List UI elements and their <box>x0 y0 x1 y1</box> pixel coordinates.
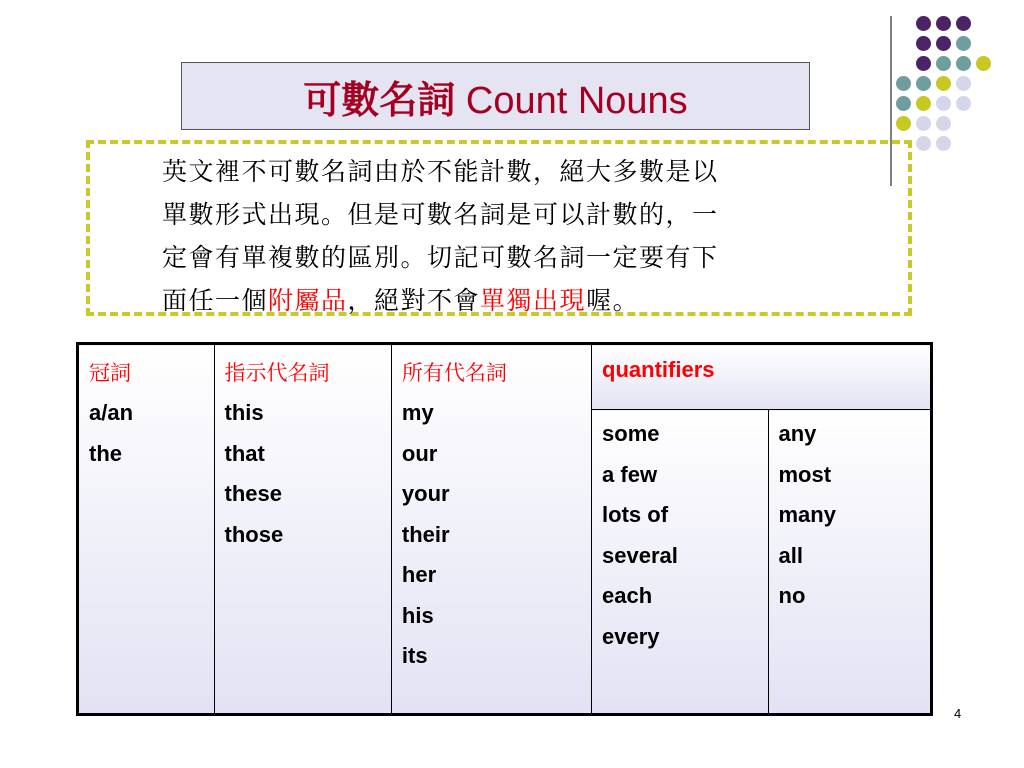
table-word: any <box>778 421 817 446</box>
possessives-header: 所有代名詞 <box>401 361 507 385</box>
table-word: his <box>401 602 434 628</box>
table-word: some <box>602 421 660 446</box>
quantifiers-left-list <box>602 414 757 657</box>
title-box <box>181 62 810 130</box>
highlight-standalone: 單獨出現 <box>480 286 587 315</box>
table-word: our <box>401 440 438 466</box>
table-word: her <box>401 562 437 587</box>
explanation-line: 英文裡不可數名詞由於不能計數，絕大多數是以 <box>162 157 719 186</box>
demonstratives-column <box>214 344 391 715</box>
decorative-dot <box>916 16 931 31</box>
page-title <box>303 69 687 124</box>
decorative-dot-grid <box>896 8 1016 168</box>
decorative-dot <box>916 76 931 91</box>
decorative-dot <box>976 56 991 71</box>
explanation-line <box>162 279 882 322</box>
decorative-dot <box>936 136 951 151</box>
demonstratives-list <box>225 393 381 555</box>
table-word: their <box>401 521 450 547</box>
quantifiers-right-list <box>779 414 921 617</box>
decorative-dot <box>916 116 931 131</box>
table-word: lots of <box>602 502 669 527</box>
decorative-dot <box>916 96 931 111</box>
highlight-accessory: 附屬品 <box>268 286 348 315</box>
quantifiers-right-column <box>768 410 932 715</box>
possessives-column <box>391 344 591 715</box>
table-word: most <box>778 461 832 487</box>
table-word: your <box>401 481 450 506</box>
table-word: a few <box>602 461 658 487</box>
decorative-dot <box>896 76 911 91</box>
articles-column <box>78 344 215 715</box>
page-number: 4 <box>954 706 962 721</box>
table-word: a/an <box>89 400 134 425</box>
table-word: this <box>224 400 264 425</box>
title-cjk: 可數名詞 <box>303 77 456 122</box>
decorative-dot <box>936 56 951 71</box>
explanation-text <box>162 150 882 322</box>
decorative-dot <box>956 56 971 71</box>
decorative-dot <box>956 96 971 111</box>
articles-header: 冠詞 <box>89 361 131 385</box>
table-word: no <box>778 583 806 608</box>
explanation-text-segment: 面任一個 <box>162 286 269 315</box>
demonstratives-header: 指示代名詞 <box>224 361 330 385</box>
possessives-list <box>402 393 581 677</box>
articles-list <box>89 393 204 474</box>
table-word: many <box>778 502 836 527</box>
decorative-dot <box>916 36 931 51</box>
explanation-text-segment: 喔。 <box>586 286 640 315</box>
decorative-dot <box>936 76 951 91</box>
table-word: all <box>778 542 803 568</box>
decorative-dot <box>956 36 971 51</box>
decorative-dot <box>936 116 951 131</box>
explanation-line: 定會有單複數的區別。切記可數名詞一定要有下 <box>162 243 719 272</box>
table-word: that <box>224 440 265 466</box>
table-word: every <box>602 623 660 649</box>
decorative-dot <box>896 96 911 111</box>
table-word: my <box>401 400 434 425</box>
table-word: the <box>89 440 122 466</box>
decorative-dot <box>956 76 971 91</box>
quantifiers-header-cell <box>592 344 932 410</box>
title-en: Count Nouns <box>465 79 688 122</box>
table-word: each <box>602 583 653 608</box>
table-word: these <box>224 481 283 506</box>
explanation-text-segment: ，絕對不會 <box>347 286 481 315</box>
determiner-table <box>76 342 933 716</box>
decorative-dot <box>936 96 951 111</box>
table-word: several <box>602 542 678 568</box>
explanation-line: 單數形式出現。但是可數名詞是可以計數的，一 <box>162 200 719 229</box>
decorative-dot <box>916 56 931 71</box>
decorative-dot <box>896 116 911 131</box>
table-word: those <box>224 521 284 547</box>
quantifiers-left-column <box>592 410 768 715</box>
quantifiers-header: quantifiers <box>602 357 715 382</box>
decorative-dot <box>936 16 951 31</box>
decorative-dot <box>936 36 951 51</box>
decorative-dot <box>956 16 971 31</box>
table-word: its <box>401 643 428 668</box>
decorative-dot <box>916 136 931 151</box>
